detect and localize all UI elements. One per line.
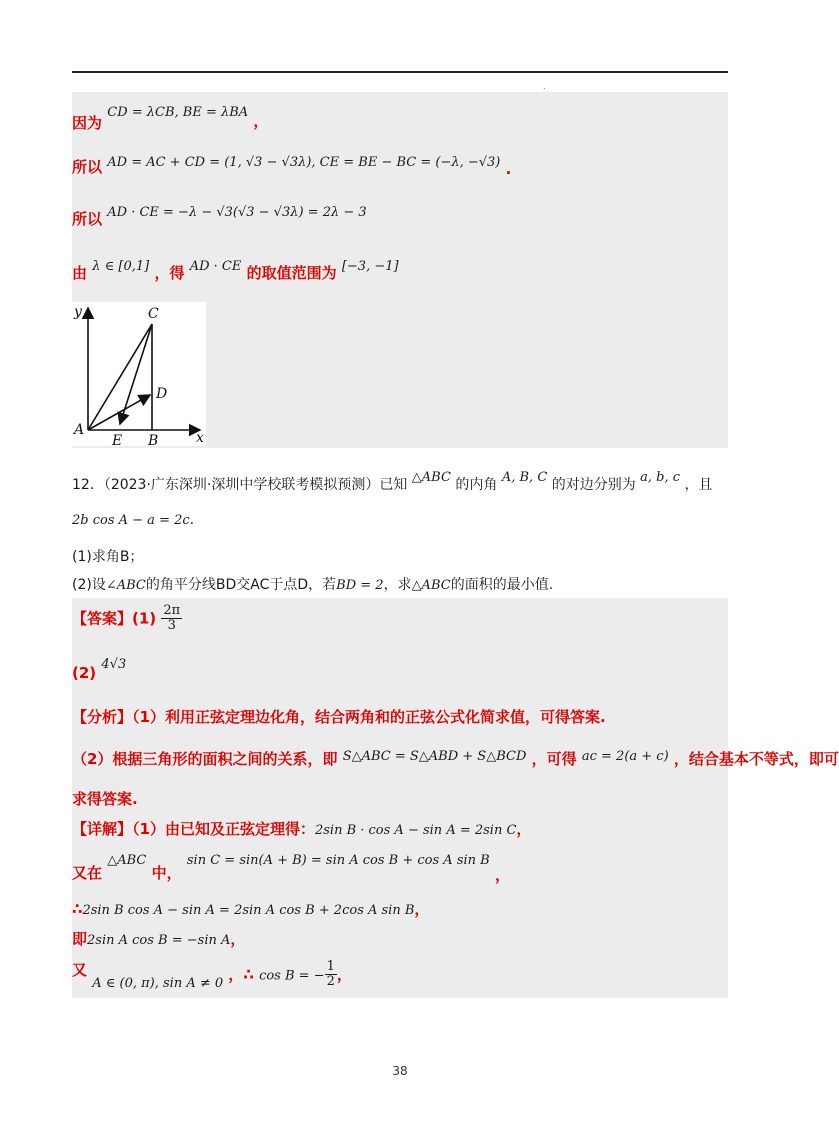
- q2-m3: △ABC: [411, 578, 451, 593]
- problem-12-condition-end: .: [189, 512, 195, 528]
- analysis-text-1: （1）利用正弦定理边化角，结合两角和的正弦公式化简求值，可得答案.: [132, 708, 606, 726]
- detail-2-c: ，: [494, 866, 510, 884]
- q2-m1: ∠ABC: [105, 578, 146, 593]
- solution-line-3-prefix: 所以: [72, 210, 103, 228]
- detail-3-b: ，: [414, 900, 430, 918]
- label-y: y: [74, 304, 82, 320]
- q2-c: ，求: [383, 577, 412, 593]
- solution-line-2-prefix: 所以: [72, 158, 103, 176]
- analysis-2-a: （2）根据三角形的面积之间的关系，即: [72, 750, 338, 768]
- problem-12-question-2: [72, 574, 553, 594]
- solution-line-4-m2: AD · CE: [189, 259, 242, 274]
- answer-1-den: 3: [167, 618, 176, 634]
- solution-line-4-b: ，得: [154, 264, 185, 282]
- answer-tag: 【答案】(1): [72, 609, 157, 628]
- detail-5-frac-num: 1: [326, 959, 335, 974]
- q2-a: (2)设: [72, 577, 106, 593]
- detail-4-a: 即: [72, 930, 88, 948]
- detail-5-m2: cos B = −: [259, 968, 325, 984]
- detail-5-frac: [325, 960, 337, 990]
- detail-5-frac-den: 2: [326, 974, 335, 990]
- detail-2-m1: △ABC: [107, 853, 147, 868]
- analysis-2-b: ，可得: [531, 750, 577, 768]
- detail-3-math: 2sin B cos A − sin A = 2sin A cos B + 2cos A sin B: [82, 903, 415, 918]
- label-a: A: [74, 422, 85, 438]
- problem-12-line-1: [72, 466, 713, 493]
- analysis-2-m2: ac = 2(a + c): [581, 749, 669, 764]
- problem-12-condition: 2b cos A − a = 2c: [72, 513, 190, 528]
- solution-line-1-suffix: ，: [253, 112, 269, 130]
- analysis-line-2: [72, 744, 839, 768]
- answer-2-tag: (2): [72, 664, 97, 682]
- analysis-line-3: 求得答案.: [72, 790, 138, 808]
- vector-figure: [72, 302, 206, 449]
- segment-ac: [88, 324, 152, 430]
- problem-12-m1: △ABC: [411, 470, 451, 485]
- solution-line-1: [72, 100, 269, 132]
- detail-5-m1: A ∈ (0, π), sin A ≠ 0: [92, 976, 224, 992]
- solution-line-4-a: 由: [72, 264, 88, 282]
- solution-line-4-m1: λ ∈ [0,1]: [92, 259, 150, 274]
- solution-line-4: [72, 254, 399, 282]
- detail-2-a: 又在: [72, 864, 103, 882]
- q2-b: 的角平分线BD交AC于点D，若: [145, 577, 337, 593]
- detail-1-b: ，: [516, 820, 532, 838]
- analysis-line-1: [72, 706, 606, 727]
- problem-12-c: 的对边分别为: [551, 477, 636, 493]
- label-b: B: [148, 433, 159, 449]
- answer-line-1: [72, 604, 182, 634]
- detail-4-b: ，: [230, 930, 246, 948]
- answer-1-frac: [161, 604, 182, 634]
- answer-line-2: [72, 654, 127, 682]
- q2-m2: BD = 2: [336, 578, 384, 593]
- q2-d: 的面积的最小值.: [450, 577, 554, 593]
- solution-line-3: [72, 200, 367, 228]
- detail-5-c: ，: [336, 965, 352, 984]
- vector-ad: [88, 395, 150, 430]
- solution-line-4-m3: [−3, −1]: [341, 259, 399, 274]
- analysis-2-m1: S△ABC = S△ABD + S△BCD: [342, 749, 527, 764]
- detail-1-a: （1）由已知及正弦定理得：: [132, 820, 315, 838]
- solution-line-2-math: AD = AC + CD = (1, √3 − √3λ), CE = BE − BC = (−λ, −√3): [107, 155, 501, 170]
- header-rule: [72, 71, 728, 73]
- header-dot: .: [543, 82, 546, 91]
- solution-line-4-c: 的取值范围为: [246, 264, 337, 282]
- page-number: 38: [392, 1064, 408, 1078]
- problem-12-line-2: [72, 512, 194, 528]
- detail-4-math: 2sin A cos B = −sin A: [87, 933, 231, 948]
- detail-line-4: [72, 928, 245, 949]
- solution-line-2: [72, 150, 512, 178]
- analysis-tag: 【分析】: [72, 708, 133, 726]
- answer-2-math: 4√3: [101, 657, 127, 672]
- solution-line-3-math: AD · CE = −λ − √3(√3 − √3λ) = 2λ − 3: [107, 205, 367, 220]
- label-d: D: [156, 386, 168, 402]
- problem-12-d: ，且: [684, 477, 713, 493]
- detail-2-b: 中，: [151, 864, 182, 882]
- vector-ce: [120, 324, 152, 424]
- detail-5-b: ，∴: [228, 965, 254, 984]
- answer-1-num: 2π: [163, 603, 181, 618]
- analysis-2-c: ，结合基本不等式，即可: [673, 750, 839, 768]
- detail-line-2: [72, 848, 510, 884]
- solution-line-2-suffix: .: [505, 160, 512, 178]
- label-c: C: [148, 306, 159, 322]
- detail-3-a: ∴: [72, 900, 83, 918]
- detail-2-m2: sin C = sin(A + B) = sin A cos B + cos A sin B: [186, 853, 490, 868]
- solution-line-1-math: CD = λCB, BE = λBA: [107, 105, 249, 120]
- detail-5-a: 又: [72, 961, 88, 980]
- detail-line-5: [72, 960, 352, 990]
- detail-1-math: 2sin B · cos A − sin A = 2sin C: [314, 823, 517, 838]
- detail-tag: 【详解】: [72, 820, 133, 838]
- problem-12-m2: A, B, C: [501, 470, 548, 485]
- problem-12-b: 的内角: [455, 477, 498, 493]
- solution-line-1-prefix: 因为: [72, 114, 103, 132]
- problem-12-intro: 12．（2023·广东深圳·深圳中学校联考模拟预测）已知: [72, 477, 408, 493]
- detail-line-3: [72, 898, 429, 919]
- detail-line-1: [72, 818, 531, 839]
- problem-12-question-1: (1)求角B；: [72, 549, 144, 565]
- label-e: E: [112, 433, 123, 449]
- problem-12-m3: a, b, c: [640, 470, 681, 485]
- label-x: x: [196, 430, 204, 446]
- vector-figure-svg: [72, 302, 206, 449]
